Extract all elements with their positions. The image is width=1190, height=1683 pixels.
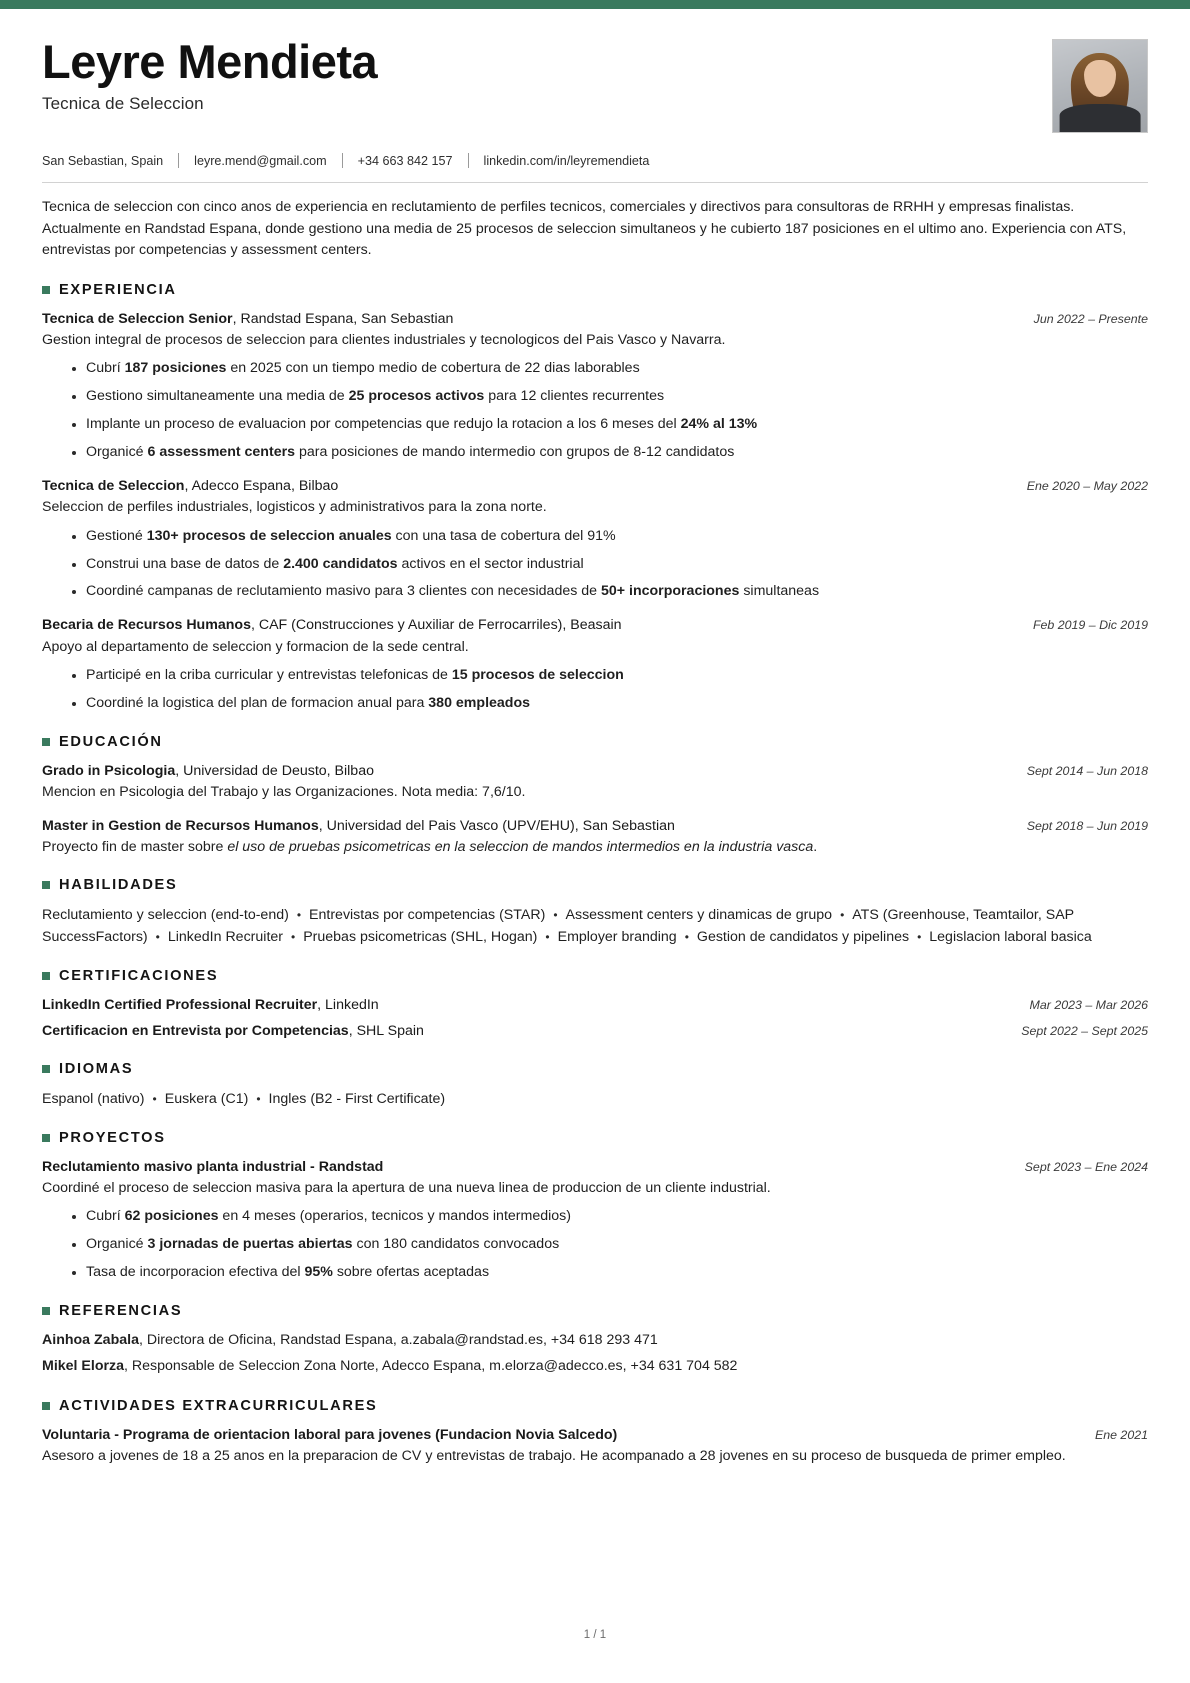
project-entry-description: Coordiné el proceso de seleccion masiva para la apertura de una nueva linea de produccion de un cliente industrial. [42,1179,771,1196]
section-certifications [42,968,1148,1040]
languages-inline-list [42,1088,1148,1110]
experience-entry-date: Jun 2022 – Presente [1033,311,1148,326]
resume-page [0,9,1190,1466]
experience-entry-list [42,309,1148,714]
certification-entry-list [42,995,1148,1040]
education-entry [42,816,1148,858]
experience-entry-date: Feb 2019 – Dic 2019 [1032,618,1148,633]
extracurricular-entry-list [42,1425,1148,1467]
bullet-emphasis: 130+ procesos de seleccion anuales [146,527,392,544]
section-education [42,734,1148,858]
education-entry-title: Master in Gestion de Recursos Humanos, Universidad del Pais Vasco (UPV/EHU), San Sebastian [42,817,675,834]
bullet-item: Gestioné 130+ procesos de seleccion anuales con una tasa de cobertura del 91% [72,527,1148,547]
skill-separator-icon: • [291,930,296,945]
square-bullet-icon [42,286,50,294]
job-title-subtitle: Tecnica de Seleccion [42,93,204,113]
experience-entry [42,615,1148,714]
square-bullet-icon [42,972,50,980]
section-heading-label: IDIOMAS [59,1060,134,1077]
bullet-emphasis: 95% [304,1264,333,1281]
contact-separator [342,153,343,168]
education-entry-name: Grado in Psicologia [42,762,176,779]
extracurricular-entry-name: Voluntaria - Programa de orientacion laboral para jovenes (Fundacion Novia Salcedo) [42,1426,618,1443]
bullet-item: Coordiné la logistica del plan de formacion anual para 380 empleados [72,694,1148,714]
bullet-emphasis: 187 posiciones [124,360,227,377]
resume-header [42,9,1148,133]
skill-item: Gestion de candidatos y pipelines [696,929,910,946]
page-footer [0,1629,1190,1641]
reference-entry: Ainhoa Zabala, Directora de Oficina, Randstad Espana, a.zabala@randstad.es, +34 618 293 471 [42,1332,658,1349]
contact-email[interactable]: leyre.mend@gmail.com [194,153,327,168]
contact-phone[interactable]: +34 663 842 157 [357,153,453,168]
contact-linkedin[interactable]: linkedin.com/in/leyremendieta [483,153,650,168]
skill-separator-icon: • [917,930,922,945]
bullet-item: Gestiono simultaneamente una media de 25 procesos activos para 12 clientes recurrentes [72,387,1148,407]
square-bullet-icon [42,1402,50,1410]
education-entry [42,761,1148,803]
section-heading-label: CERTIFICACIONES [59,968,219,985]
avatar [1052,39,1148,133]
certification-entry-date: Sept 2022 – Sept 2025 [1021,1023,1148,1038]
extracurricular-entry-title [42,1425,1077,1445]
education-entry-detail: Mencion en Psicologia del Trabajo y las Organizaciones. Nota media: 7,6/10. [42,784,526,801]
skill-separator-icon: • [296,908,302,923]
language-item: Euskera (C1) [164,1090,249,1107]
language-separator-icon: • [256,1091,261,1106]
page-title: Leyre Mendieta [42,35,378,88]
language-separator-icon: • [152,1091,157,1106]
experience-entry-name: Becaria de Recursos Humanos [42,617,251,634]
experience-entry-description: Seleccion de perfiles industriales, logisticos y administrativos para la zona norte. [42,499,547,516]
language-item: Espanol (nativo) [42,1090,145,1107]
bullet-list [42,527,1148,603]
skill-separator-icon: • [553,908,558,923]
section-references [42,1303,1148,1378]
bullet-item: Tasa de incorporacion efectiva del 95% sobre ofertas aceptadas [72,1263,1148,1283]
bullet-item: Construi una base de datos de 2.400 candidatos activos en el sector industrial [72,555,1148,575]
experience-entry-title: Tecnica de Seleccion Senior, Randstad Espana, San Sebastian [42,310,454,327]
bullet-item: Implante un proceso de evaluacion por competencias que redujo la rotacion a los 6 meses del 24% al 13% [72,415,1148,435]
certification-entry-title: LinkedIn Certified Professional Recruiter, LinkedIn [42,997,379,1014]
contact-separator [178,153,179,168]
skills-inline-list [42,904,1148,948]
bullet-list [42,359,1148,463]
section-heading-label: EDUCACIÓN [59,733,163,750]
bullet-item: Organicé 6 assessment centers para posiciones de mando intermedio con grupos de 8-12 candidatos [72,443,1148,463]
certification-entry-date: Mar 2023 – Mar 2026 [1029,998,1148,1013]
project-entry-head [42,1157,1148,1177]
header-text-block [42,37,1052,114]
certification-entry-name: LinkedIn Certified Professional Recruiter [42,997,318,1014]
bullet-emphasis: 380 empleados [428,694,531,711]
project-entry-title [42,1157,1007,1177]
experience-entry-head [42,476,1148,496]
experience-entry-head [42,615,1148,635]
section-languages [42,1061,1148,1110]
section-heading-label: HABILIDADES [59,877,178,894]
education-entry-list [42,761,1148,858]
experience-entry-name: Tecnica de Seleccion Senior [42,310,233,327]
square-bullet-icon [42,738,50,746]
skill-separator-icon: • [155,930,160,945]
section-heading-label: REFERENCIAS [59,1303,183,1320]
project-entry-list [42,1157,1148,1283]
skill-separator-icon: • [545,930,550,945]
education-entry-date: Sept 2018 – Jun 2019 [1026,818,1148,833]
section-heading-certifications [42,968,1148,984]
bullet-item: Participé en la criba curricular y entrevistas telefonicas de 15 procesos de seleccion [72,666,1148,686]
skill-item: ATS (Greenhouse, Teamtailor, SAP SuccessFactors) [42,907,1074,946]
contact-bar [42,153,1148,168]
bullet-item: Cubrí 62 posiciones en 4 meses (operarios, tecnicos y mandos intermedios) [72,1207,1148,1227]
extracurricular-entry-head [42,1425,1148,1445]
experience-entry-title: Tecnica de Seleccion, Adecco Espana, Bilbao [42,477,339,494]
education-entry-thesis: el uso de pruebas psicometricas en la seleccion de mandos intermedios en la industria vasca [227,838,814,855]
square-bullet-icon [42,1065,50,1073]
skill-separator-icon: • [684,930,689,945]
experience-entry-date: Ene 2020 – May 2022 [1026,478,1148,493]
experience-entry [42,476,1148,602]
section-heading-label: PROYECTOS [59,1129,166,1146]
experience-entry [42,309,1148,463]
education-entry-date: Sept 2014 – Jun 2018 [1026,763,1148,778]
education-entry-name: Master in Gestion de Recursos Humanos [42,817,319,834]
language-item: Ingles (B2 - First Certificate) [268,1090,446,1107]
bullet-list [42,1207,1148,1283]
education-entry-head [42,816,1148,836]
certification-entry-name: Certificacion en Entrevista por Competencias [42,1022,349,1039]
header-divider [42,182,1148,183]
avatar-torso [1060,104,1141,132]
reference-entry-list [42,1330,1148,1378]
bullet-item: Organicé 3 jornadas de puertas abiertas con 180 candidatos convocados [72,1235,1148,1255]
section-heading-projects [42,1130,1148,1146]
extracurricular-entry-description: Asesoro a jovenes de 18 a 25 anos en la preparacion de CV y entrevistas de trabajo. He acompanado a 28 jovenes en su proceso de busqueda de primer empleo. [42,1447,1066,1464]
summary-paragraph: Tecnica de seleccion con cinco anos de experiencia en reclutamiento de perfiles tecnicos, comerciales y directivos para consultoras de RRHH y empresas finalistas. Actualmente en Randstad Espana, donde gestiono una media de 25 procesos de seleccion simultaneos y he cubierto 187 posiciones en el ultimo ano. Experiencia con ATS, entrevistas por competencias y assessment centers. [42,199,1127,259]
contact-location: San Sebastian, Spain [42,153,164,168]
skill-item: LinkedIn Recruiter [167,929,283,946]
section-heading-education [42,734,1148,750]
experience-entry-name: Tecnica de Seleccion [42,477,185,494]
section-skills [42,877,1148,948]
project-entry [42,1157,1148,1283]
section-projects [42,1130,1148,1283]
education-entry-head [42,761,1148,781]
skill-item: Assessment centers y dinamicas de grupo [565,907,833,924]
section-heading-languages [42,1061,1148,1077]
experience-entry-title: Becaria de Recursos Humanos, CAF (Construcciones y Auxiliar de Ferrocarriles), Beasain [42,617,622,634]
page-indicator: 1 / 1 [583,1629,607,1641]
section-extracurricular [42,1398,1148,1467]
bullet-emphasis: 6 assessment centers [147,444,296,461]
bullet-list [42,666,1148,714]
education-entry-detail: Proyecto fin de master sobre el uso de pruebas psicometricas en la seleccion de mandos intermedios en la industria vasca. [42,838,818,855]
skill-item: Employer branding [557,929,677,946]
skill-item: Entrevistas por competencias (STAR) [309,907,546,924]
experience-entry-head [42,309,1148,329]
bullet-emphasis: 62 posiciones [124,1208,219,1225]
bullet-emphasis: 2.400 candidatos [283,555,398,572]
skill-item: Legislacion laboral basica [929,929,1092,946]
square-bullet-icon [42,1307,50,1315]
extracurricular-entry-date: Ene 2021 [1094,1427,1148,1442]
section-heading-references [42,1303,1148,1319]
square-bullet-icon [42,1134,50,1142]
section-heading-extracurricular [42,1398,1148,1414]
bullet-item: Cubrí 187 posiciones en 2025 con un tiempo medio de cobertura de 22 dias laborables [72,359,1148,379]
bullet-emphasis: 3 jornadas de puertas abiertas [147,1236,353,1253]
project-entry-name: Reclutamiento masivo planta industrial - Randstad [42,1158,384,1175]
bullet-emphasis: 25 procesos activos [348,388,485,405]
skill-item: Pruebas psicometricas (SHL, Hogan) [303,929,538,946]
section-experience [42,282,1148,714]
bullet-item: Coordiné campanas de reclutamiento masivo para 3 clientes con necesidades de 50+ incorporaciones simultaneas [72,582,1148,602]
contact-separator [468,153,469,168]
experience-entry-description: Gestion integral de procesos de seleccion para clientes industriales y tecnologicos del Pais Vasco y Navarra. [42,331,726,348]
skill-item: Reclutamiento y seleccion (end-to-end) [42,907,289,924]
education-entry-title: Grado in Psicologia, Universidad de Deusto, Bilbao [42,762,374,779]
reference-entry-name: Mikel Elorza [42,1358,125,1375]
certification-entry [42,995,1148,1015]
bullet-emphasis: 50+ incorporaciones [601,583,740,600]
reference-entry: Mikel Elorza, Responsable de Seleccion Zona Norte, Adecco Espana, m.elorza@adecco.es, +34 631 704 582 [42,1358,738,1375]
section-heading-label: EXPERIENCIA [59,281,177,298]
project-entry-date: Sept 2023 – Ene 2024 [1024,1159,1148,1174]
section-heading-experience [42,282,1148,298]
accent-top-bar [0,0,1190,9]
extracurricular-entry [42,1425,1148,1467]
bullet-emphasis: 15 procesos de seleccion [451,667,624,684]
reference-entry-name: Ainhoa Zabala [42,1332,139,1349]
square-bullet-icon [42,881,50,889]
section-heading-label: ACTIVIDADES EXTRACURRICULARES [59,1397,378,1414]
certification-entry-title: Certificacion en Entrevista por Competencias, SHL Spain [42,1022,424,1039]
experience-entry-description: Apoyo al departamento de seleccion y formacion de la sede central. [42,638,469,655]
bullet-emphasis: 24% al 13% [680,416,758,433]
skill-separator-icon: • [840,908,845,923]
section-heading-skills [42,877,1148,893]
certification-entry [42,1021,1148,1041]
